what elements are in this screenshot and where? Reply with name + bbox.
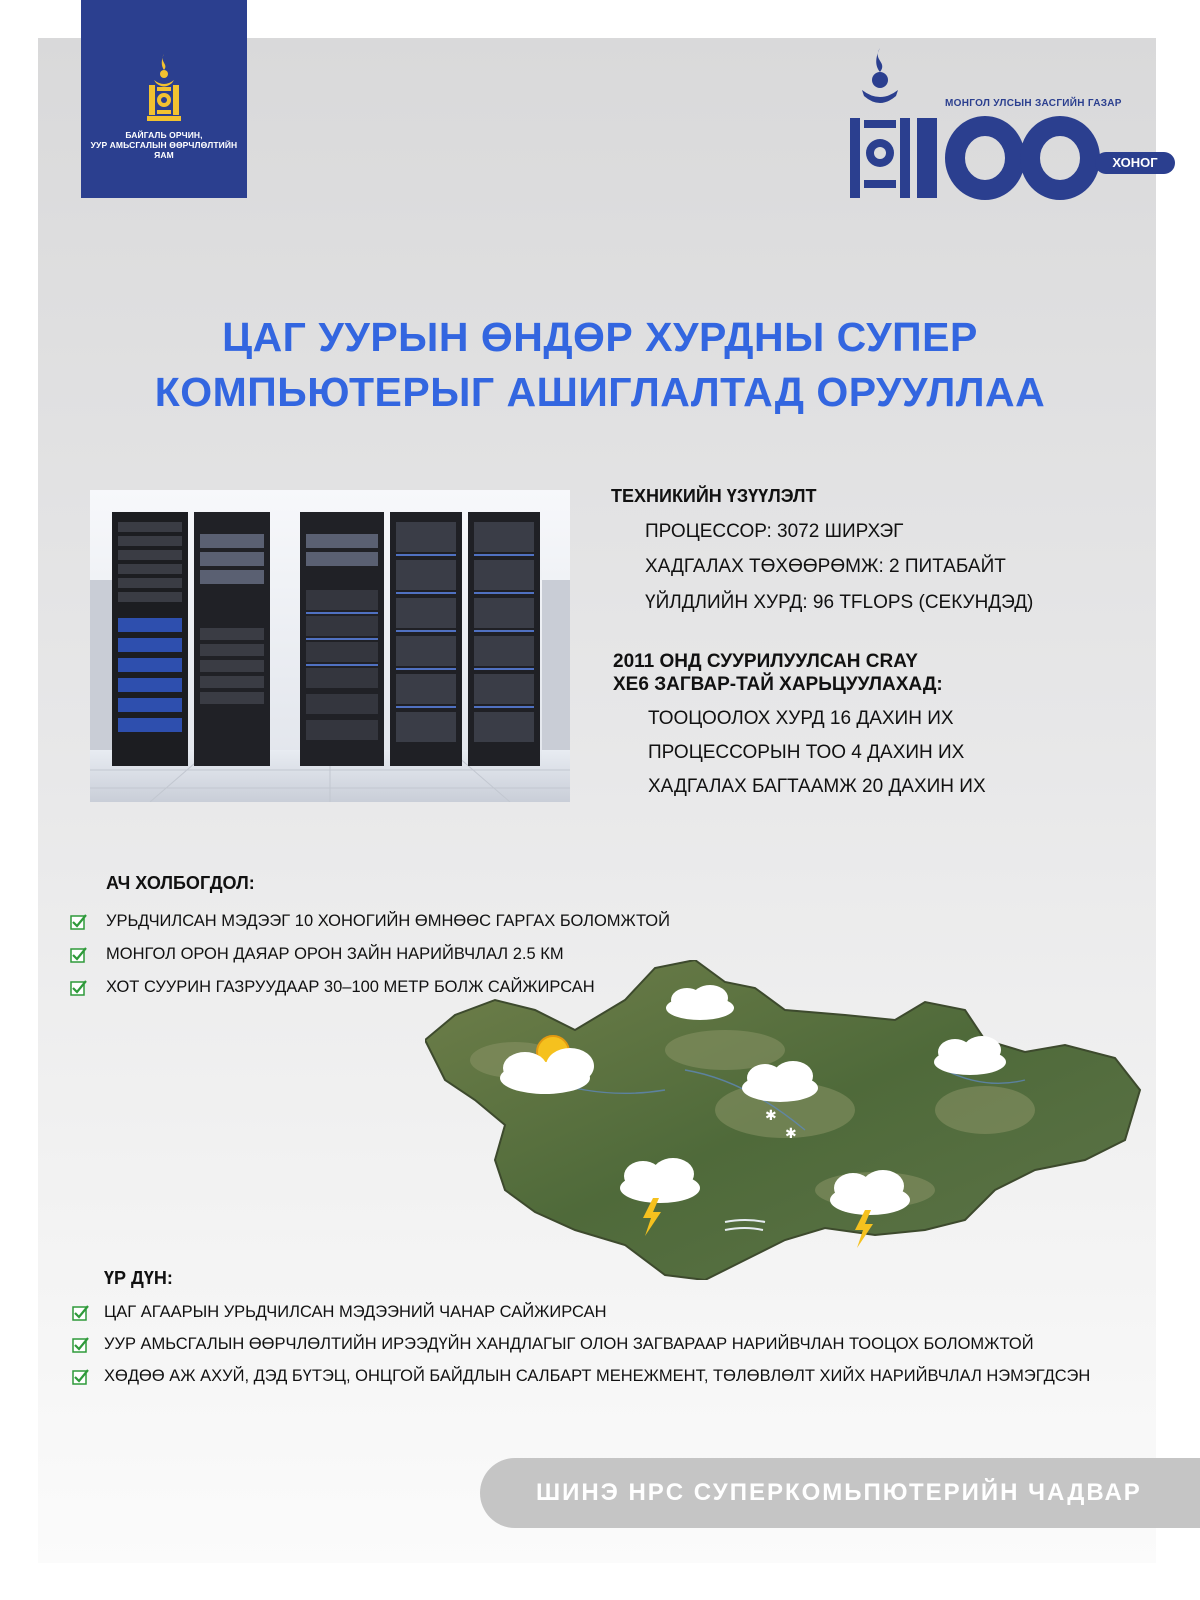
hundred-days-logo (850, 40, 1180, 210)
comparison-heading-line-2: XE6 ЗАГВАР-ТАЙ ХАРЬЦУУЛАХАД: (613, 674, 943, 695)
importance-item: ХОТ СУУРИН ГАЗРУУДААР 30–100 МЕТР БОЛЖ САЙЖИРСАН (106, 978, 595, 996)
soyombo-emblem-icon (850, 40, 1180, 210)
importance-item: МОНГОЛ ОРОН ДАЯАР ОРОН ЗАЙН НАРИЙВЧЛАЛ 2.5 КМ (106, 945, 564, 963)
comparison-item: ТООЦООЛОХ ХУРД 16 ДАХИН ИХ (648, 708, 954, 729)
days-badge: ХОНОГ (1095, 152, 1175, 174)
specs-heading: ТЕХНИКИЙН ҮЗҮҮЛЭЛТ (611, 486, 817, 506)
cloud-icon (934, 1036, 1006, 1075)
page-title (60, 310, 1140, 420)
comparison-item: ХАДГАЛАХ БАГТААМЖ 20 ДАХИН ИХ (648, 776, 986, 797)
importance-heading: АЧ ХОЛБОГДОЛ: (106, 873, 255, 893)
comparison-item: ПРОЦЕССОРЫН ТОО 4 ДАХИН ИХ (648, 742, 965, 763)
soyombo-emblem-icon (139, 52, 189, 124)
checkbox-checked-icon (72, 1336, 89, 1353)
results-heading: ҮР ДҮН: (104, 1268, 173, 1288)
supercomputer-photo (90, 490, 570, 802)
ministry-name-line-1: БАЙГАЛЬ ОРЧИН, (125, 130, 203, 140)
banner-text: ШИНЭ HPC СУПЕРКОМЬПЮТЕРИЙН ЧАДВАР (536, 1479, 1142, 1506)
title-line-2: КОМПЬЮТЕРЫГ АШИГЛАЛТАД ОРУУЛЛАА (154, 369, 1046, 415)
mongolia-weather-map (425, 960, 1145, 1280)
results-item: ХӨДӨӨ АЖ АХУЙ, ДЭД БҮТЭЦ, ОНЦГОЙ БАЙДЛЫН САЛБАРТ МЕНЕЖМЕНТ, ТӨЛӨВЛӨЛТ ХИЙХ НАРИЙВЧЛАЛ НЭМЭГДСЭН (104, 1367, 1091, 1385)
title-line-1: ЦАГ УУРЫН ӨНДӨР ХУРДНЫ СУПЕР (222, 314, 978, 360)
svg-text:✱: ✱ (765, 1108, 777, 1124)
bottom-banner (480, 1458, 1200, 1528)
ministry-name-line-3: ЯАМ (154, 150, 174, 160)
results-item: ЦАГ АГААРЫН УРЬДЧИЛСАН МЭДЭЭНИЙ ЧАНАР САЙЖИРСАН (104, 1303, 607, 1321)
ministry-name-line-2: УУР АМЬСГАЛЫН ӨӨРЧЛӨЛТИЙН (90, 140, 238, 150)
checkbox-checked-icon (70, 979, 87, 996)
svg-text:✱: ✱ (785, 1126, 797, 1142)
cloud-icon (620, 1158, 700, 1203)
government-label: МОНГОЛ УЛСЫН ЗАСГИЙН ГАЗАР (945, 98, 1122, 109)
comparison-heading (613, 650, 943, 696)
checkbox-checked-icon (72, 1368, 89, 1385)
results-item: УУР АМЬСГАЛЫН ӨӨРЧЛӨЛТИЙН ИРЭЭДҮЙН ХАНДЛАГЫГ ОЛОН ЗАГВАРААР НАРИЙВЧЛАН ТООЦОХ БОЛОМЖТОЙ (104, 1335, 1034, 1353)
checkbox-checked-icon (72, 1304, 89, 1321)
spec-speed: ҮЙЛДЛИЙН ХУРД: 96 TFLOPS (СЕКУНДЭД) (645, 592, 1034, 613)
cloud-icon (830, 1170, 910, 1215)
ministry-logo (81, 0, 247, 198)
spec-storage: ХАДГАЛАХ ТӨХӨӨРӨМЖ: 2 ПИТАБАЙТ (645, 556, 1006, 577)
comparison-heading-line-1: 2011 ОНД СУУРИЛУУЛСАН CRAY (613, 651, 918, 672)
checkbox-checked-icon (70, 946, 87, 963)
checkbox-checked-icon (70, 913, 87, 930)
importance-item: УРЬДЧИЛСАН МЭДЭЭГ 10 ХОНОГИЙН ӨМНӨӨС ГАРГАХ БОЛОМЖТОЙ (106, 912, 670, 930)
spec-processor: ПРОЦЕССОР: 3072 ШИРХЭГ (645, 521, 904, 542)
